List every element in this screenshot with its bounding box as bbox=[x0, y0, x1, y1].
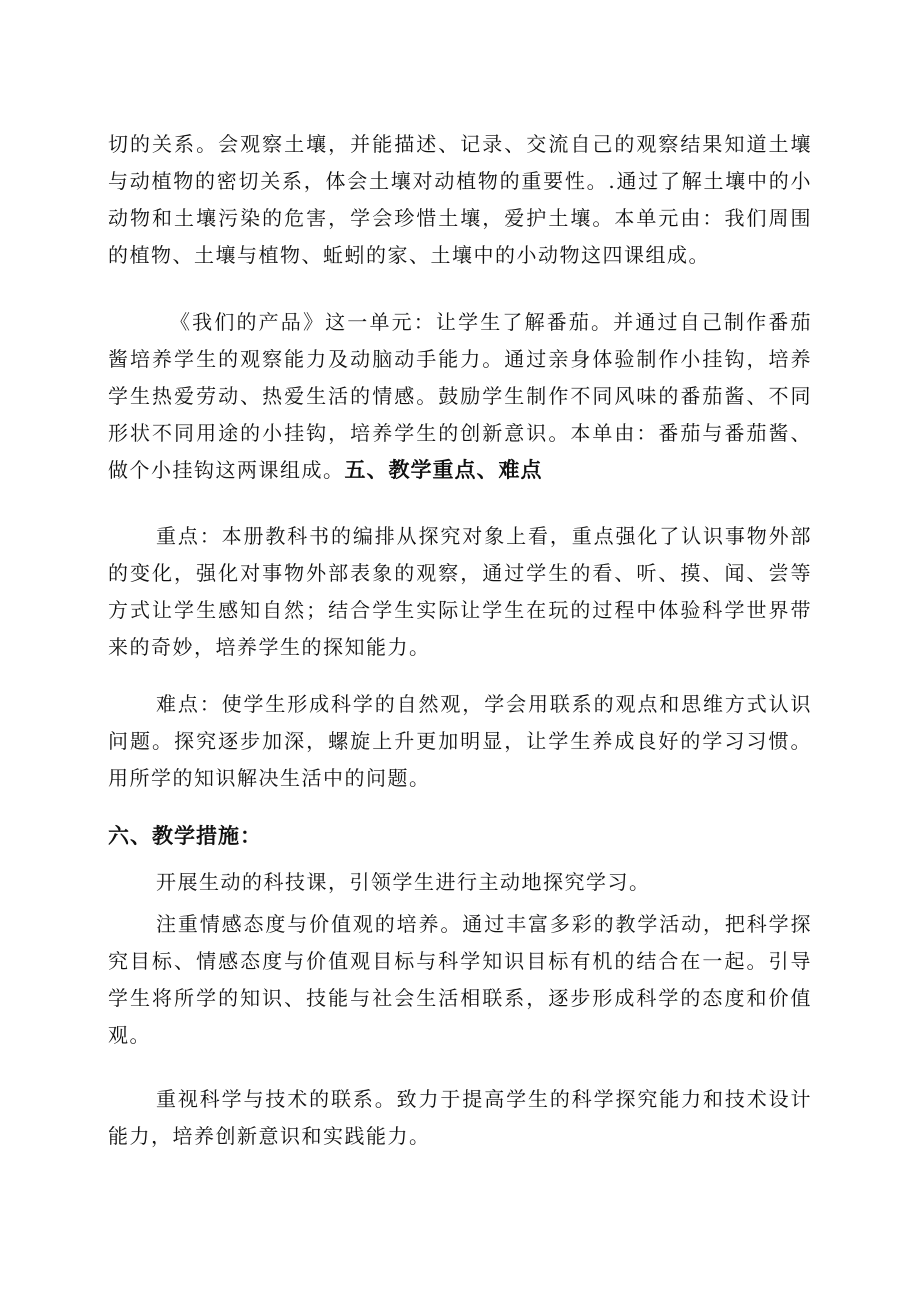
paragraph-measure-3: 重视科学与技术的联系。致力于提高学生的科学探究能力和技术设计能力，培养创新意识和实践能力。 bbox=[108, 1087, 812, 1148]
paragraph-difficulties: 难点：使学生形成科学的自然观，学会用联系的观点和思维方式认识问题。探究逐步加深，螺旋上升更加明显，让学生养成良好的学习习惯。用所学的知识解决生活中的问题。 bbox=[108, 692, 812, 790]
paragraph-measure-1: 开展生动的科技课，引领学生进行主动地探究学习。 bbox=[156, 870, 651, 894]
paragraph-key-points: 重点：本册教科书的编排从探究对象上看，重点强化了认识事物外部的变化，强化对事物外部表象的观察，通过学生的看、听、摸、闻、尝等方式让学生感知自然；结合学生实际让学生在玩的过程中体验科学世界带来的奇妙，培养学生的探知能力。 bbox=[108, 524, 812, 659]
paragraph-measure-2: 注重情感态度与价值观的培养。通过丰富多彩的教学活动，把科学探究目标、情感态度与价值观目标与科学知识目标有机的结合在一起。引导学生将所学的知识、技能与社会生活相联系，逐步形成科学的态度和价值观。 bbox=[108, 912, 812, 1047]
paragraph-product-unit: 《我们的产品》这一单元：让学生了解番茄。并通过自己制作番茄酱培养学生的观察能力及动脑动手能力。通过亲身体验制作小挂钩，培养学生热爱劳动、热爱生活的情感。鼓励学生制作不同风味的番茄酱、不同形状不同用途的小挂钩，培养学生的创新意识。本单由：番茄与番茄酱、做个小挂钩这两课组成。五、教学重点、难点 bbox=[108, 310, 812, 482]
section-heading-key-points: 五、教学重点、难点 bbox=[344, 458, 543, 482]
section-heading-measures: 六、教学措施： bbox=[108, 824, 262, 848]
paragraph-soil-unit: 切的关系。会观察土壤，并能描述、记录、交流自己的观察结果知道土壤与动植物的密切关系，体会土壤对动植物的重要性。.通过了解土壤中的小动物和土壤污染的危害，学会珍惜土壤，爱护土壤。本单元由：我们周围的植物、土壤与植物、蚯蚓的家、土壤中的小动物这四课组成。 bbox=[108, 132, 812, 267]
